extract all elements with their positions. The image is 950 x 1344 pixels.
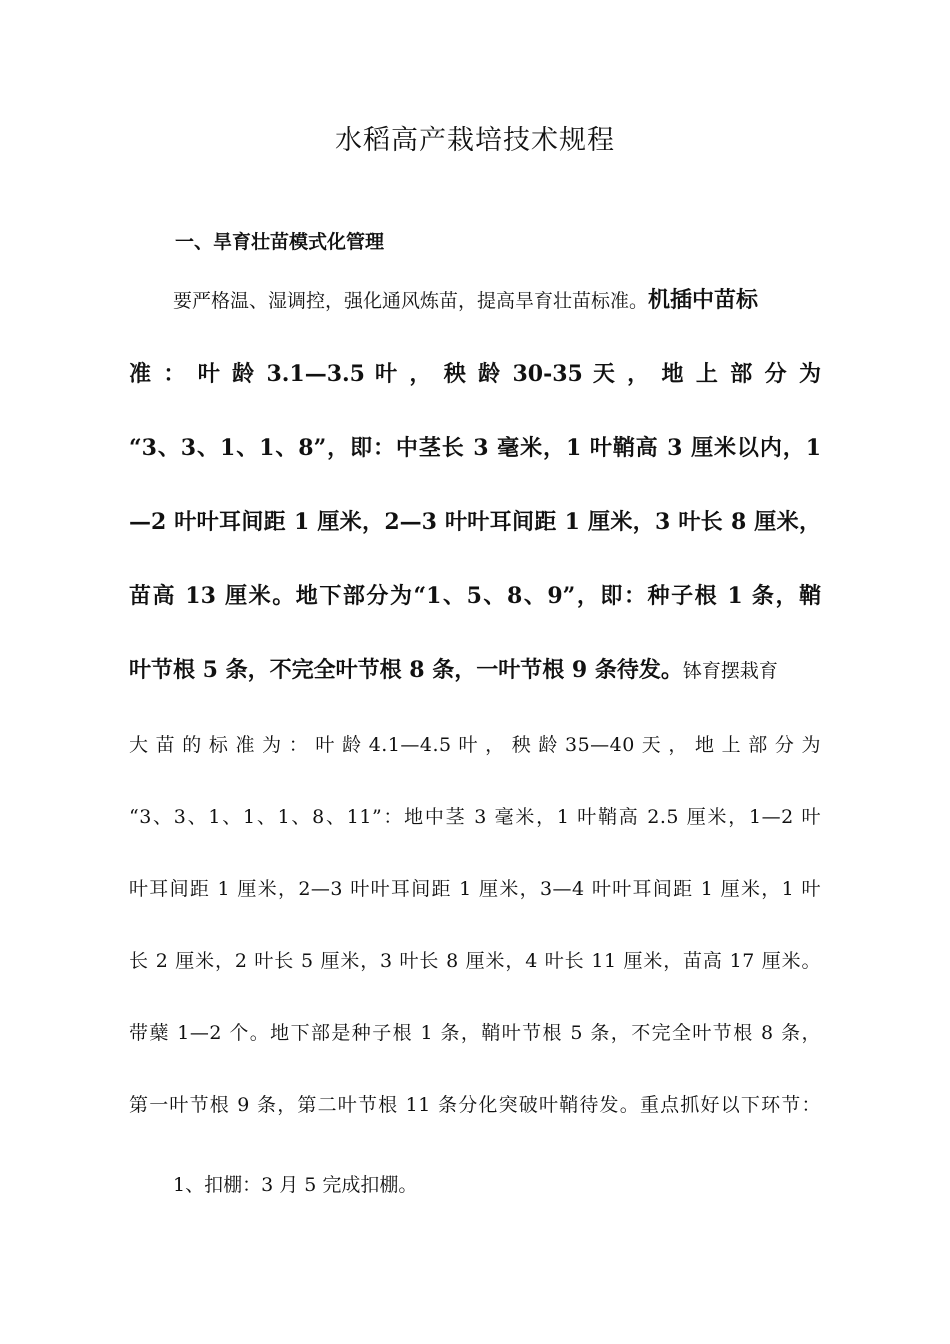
paragraph-line: “3、3、1、1、8”，即：中茎长 3 毫米，1 叶鞘高 3 厘米以内，1 — [129, 435, 821, 461]
paragraph-line: 苗高 13 厘米。地下部分为“1、5、8、9”，即：种子根 1 条，鞘 — [129, 583, 821, 609]
list-item: 1、扣棚：3 月 5 完成扣棚。 — [173, 1174, 418, 1196]
document-title: 水稻高产栽培技术规程 — [335, 125, 615, 156]
paragraph-text-bold: 机插中苗标 — [648, 287, 759, 313]
paragraph-line: 带蘖 1—2 个。地下部是种子根 1 条，鞘叶节根 5 条，不完全叶节根 8 条， — [129, 1022, 821, 1044]
paragraph-line: 叶耳间距 1 厘米，2—3 叶叶耳间距 1 厘米，3—4 叶叶耳间距 1 厘米，1 叶 — [129, 878, 821, 900]
paragraph-line — [129, 268, 821, 342]
paragraph-line: —2 叶叶耳间距 1 厘米，2—3 叶叶耳间距 1 厘米，3 叶长 8 厘米， — [129, 509, 821, 535]
paragraph-text-normal: 钵育摆栽育 — [682, 660, 778, 682]
paragraph-line: “3、3、1、1、1、8、11”：地中茎 3 毫米，1 叶鞘高 2.5 厘米，1—2 叶 — [129, 806, 821, 828]
paragraph-text-bold: 叶节根 5 条，不完全叶节根 8 条，一叶节根 9 条待发。 — [129, 657, 683, 683]
section-heading: 一、旱育壮苗模式化管理 — [175, 231, 385, 253]
paragraph-line: 第一叶节根 9 条，第二叶节根 11 条分化突破叶鞘待发。重点抓好以下环节： — [129, 1094, 821, 1116]
paragraph-body — [129, 268, 821, 1144]
paragraph-text-normal: 要严格温、湿调控，强化通风炼苗，提高旱育壮苗标准。 — [173, 290, 649, 312]
paragraph-line — [129, 638, 821, 712]
paragraph-line: 长 2 厘米，2 叶长 5 厘米，3 叶长 8 厘米，4 叶长 11 厘米，苗高 17 厘米。 — [129, 950, 821, 972]
paragraph-line: 大 苗 的 标 准 为 ： 叶 龄 4.1—4.5 叶 ， 秧 龄 35—40 天 ， 地 上 部 分 为 — [129, 734, 821, 756]
paragraph-line: 准 ： 叶 龄 3.1—3.5 叶 ， 秧 龄 30-35 天 ， 地 上 部 分 为 — [129, 361, 821, 387]
